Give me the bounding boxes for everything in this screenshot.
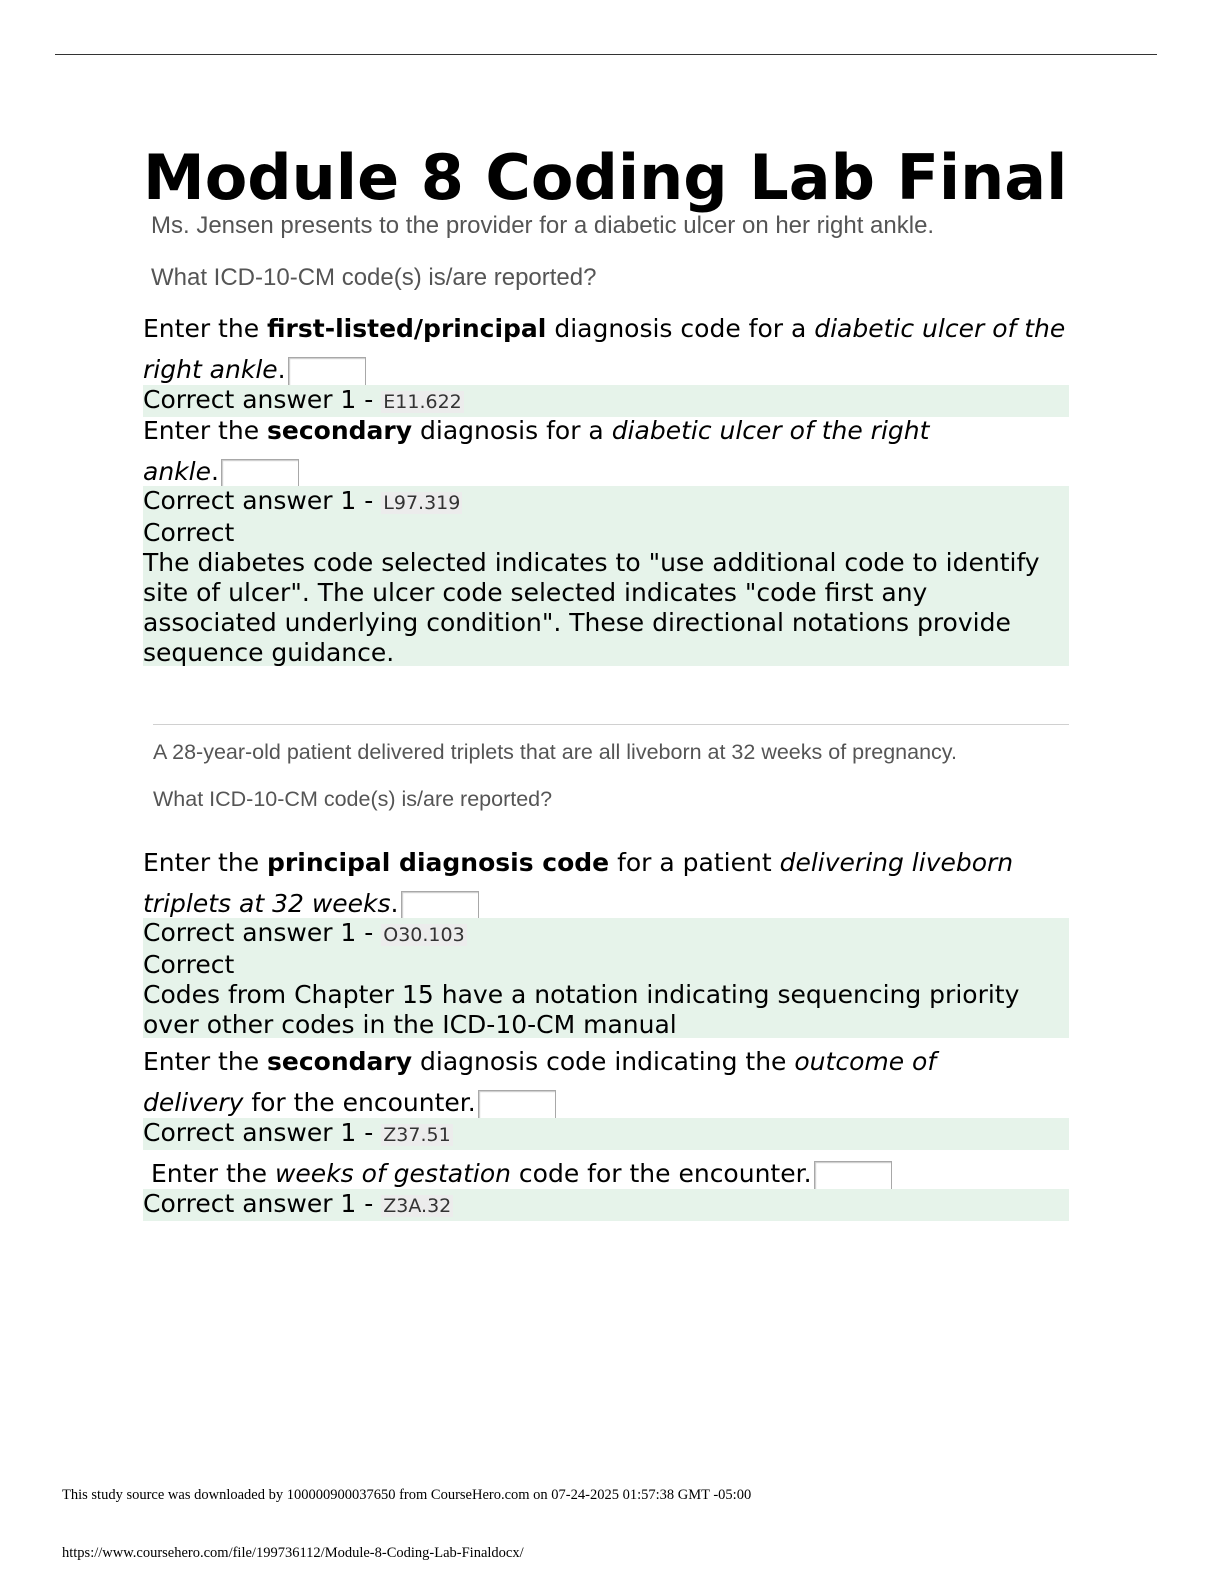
question-3: Enter the principal diagnosis code for a patient delivering liveborn triplets at 32 weeks. [143,842,1069,924]
source-url: https://www.coursehero.com/file/199736112/Module-8-Coding-Lab-Finaldocx/ [62,1545,524,1561]
answer-code: L97.319 [383,492,461,514]
page-title: Module 8 Coding Lab Final [143,141,1068,214]
section-divider [153,724,1069,725]
answer-code: Z37.51 [383,1124,451,1146]
question-4-feedback [143,1118,1069,1150]
question-2: Enter the secondary diagnosis for a diabetic ulcer of the right ankle. [143,410,973,492]
question-4-answer-input[interactable] [478,1090,556,1120]
question-1: Enter the first-listed/principal diagnosis code for a diabetic ulcer of the right ankle. [143,308,1069,390]
question-5-feedback [143,1189,1069,1221]
scenario-2-text: A 28-year-old patient delivered triplets that are all liveborn at 32 weeks of pregnancy. [153,740,957,764]
question-4-condition: outcome of delivery [143,1047,937,1117]
question-3-condition: delivering liveborn triplets at 32 weeks [143,848,1014,918]
answer-label: Correct answer 1 - [143,1118,382,1147]
scenario-1-text: Ms. Jensen presents to the provider for a diabetic ulcer on her right ankle. [151,212,935,239]
answer-status: Correct [143,950,235,979]
question-5: Enter the weeks of gestation code for the encounter. [143,1153,1069,1194]
question-3-feedback [143,918,1069,1038]
question-2-feedback [143,486,1069,666]
question-1-emphasis: first-listed/principal [267,314,547,343]
question-5-answer-input[interactable] [814,1161,892,1191]
answer-explanation: The diabetes code selected indicates to "use additional code to identify site of ulcer". The ulcer code selected indicates "code first any associated underlying condition". These directional notations provide sequence guidance. [143,548,1040,667]
question-3-emphasis: principal diagnosis code [267,848,610,877]
question-4: Enter the secondary diagnosis code indicating the outcome of delivery for the encounter. [143,1041,983,1123]
answer-label: Correct answer 1 - [143,1189,382,1218]
question-3-answer-input[interactable] [401,891,479,921]
answer-code: Z3A.32 [383,1195,452,1217]
question-1-answer-input[interactable] [288,357,366,387]
question-2-emphasis: secondary [267,416,413,445]
download-notice: This study source was downloaded by 100000900037650 from CourseHero.com on 07-24-2025 01:57:38 GMT -05:00 [62,1487,752,1503]
question-2-condition: diabetic ulcer of the right ankle [143,416,930,486]
question-5-condition: weeks of gestation [274,1159,511,1188]
answer-label: Correct answer 1 - [143,385,382,414]
answer-status: Correct [143,518,235,547]
answer-code: O30.103 [383,924,465,946]
question-2-answer-input[interactable] [221,459,299,489]
answer-label: Correct answer 1 - [143,918,382,947]
top-rule [55,54,1157,55]
answer-code: E11.622 [383,391,462,413]
scenario-1-question: What ICD-10-CM code(s) is/are reported? [151,264,597,291]
question-4-emphasis: secondary [267,1047,413,1076]
answer-explanation: Codes from Chapter 15 have a notation indicating sequencing priority over other codes in the ICD-10-CM manual [143,980,1020,1039]
question-1-condition: diabetic ulcer of the right ankle [143,314,1066,384]
answer-label: Correct answer 1 - [143,486,382,515]
scenario-2-question: What ICD-10-CM code(s) is/are reported? [153,787,553,811]
